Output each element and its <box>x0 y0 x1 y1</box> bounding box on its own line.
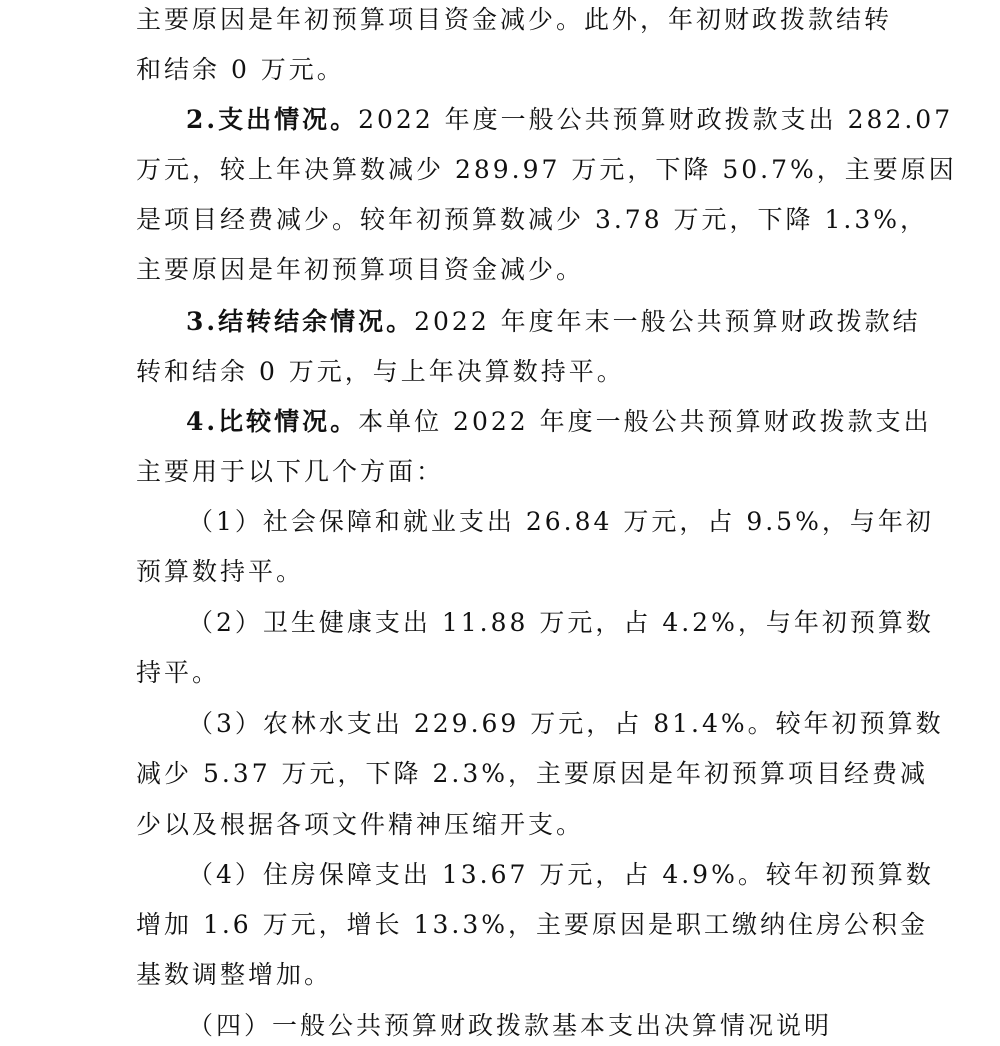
paragraph-line: 2022 年度年末一般公共预算财政拨款结 <box>414 307 921 336</box>
section-line-2 <box>186 100 953 140</box>
list-item-line: （3）农林水支出 229.69 万元，占 81.4%。较年初预算数 <box>188 709 944 738</box>
paragraph-line: 万元，较上年决算数减少 289.97 万元，下降 50.7%，主要原因 <box>136 155 957 184</box>
paragraph-line: 和结余 0 万元。 <box>136 55 345 84</box>
list-item-line: （4）住房保障支出 13.67 万元，占 4.9%。较年初预算数 <box>188 860 934 889</box>
paragraph-line: 本单位 2022 年度一般公共预算财政拨款支出 <box>358 407 932 436</box>
paragraph-line: 主要原因是年初预算项目资金减少。 <box>136 255 585 284</box>
paragraph-line: 主要用于以下几个方面： <box>136 457 445 486</box>
paragraph-line: 持平。 <box>136 658 221 687</box>
paragraph-line: 减少 5.37 万元，下降 2.3%，主要原因是年初预算项目经费减 <box>136 759 929 788</box>
section-line-4 <box>186 402 932 442</box>
list-item-line: （2）卫生健康支出 11.88 万元，占 4.2%，与年初预算数 <box>188 608 934 637</box>
section-line-3 <box>186 302 921 342</box>
paragraph-line: 基数调整增加。 <box>136 960 333 989</box>
subsection-title: （四）一般公共预算财政拨款基本支出决算情况说明 <box>188 1011 833 1040</box>
document-page <box>136 0 957 1043</box>
paragraph-line: 2022 年度一般公共预算财政拨款支出 282.07 <box>358 105 954 134</box>
paragraph-line: 少以及根据各项文件精神压缩开支。 <box>136 810 585 839</box>
list-item-line: （1）社会保障和就业支出 26.84 万元，占 9.5%，与年初 <box>188 507 934 536</box>
paragraph-line: 转和结余 0 万元，与上年决算数持平。 <box>136 357 625 386</box>
section-heading-2: 2.支出情况。 <box>186 105 359 134</box>
paragraph-line: 增加 1.6 万元，增长 13.3%，主要原因是职工缴纳住房公积金 <box>136 910 929 939</box>
paragraph-line: 主要原因是年初预算项目资金减少。此外，年初财政拨款结转 <box>136 5 893 34</box>
paragraph-line: 预算数持平。 <box>136 557 305 586</box>
paragraph-line: 是项目经费减少。较年初预算数减少 3.78 万元，下降 1.3%， <box>136 205 929 234</box>
section-heading-4: 4.比较情况。 <box>186 407 359 436</box>
section-heading-3: 3.结转结余情况。 <box>186 307 415 336</box>
